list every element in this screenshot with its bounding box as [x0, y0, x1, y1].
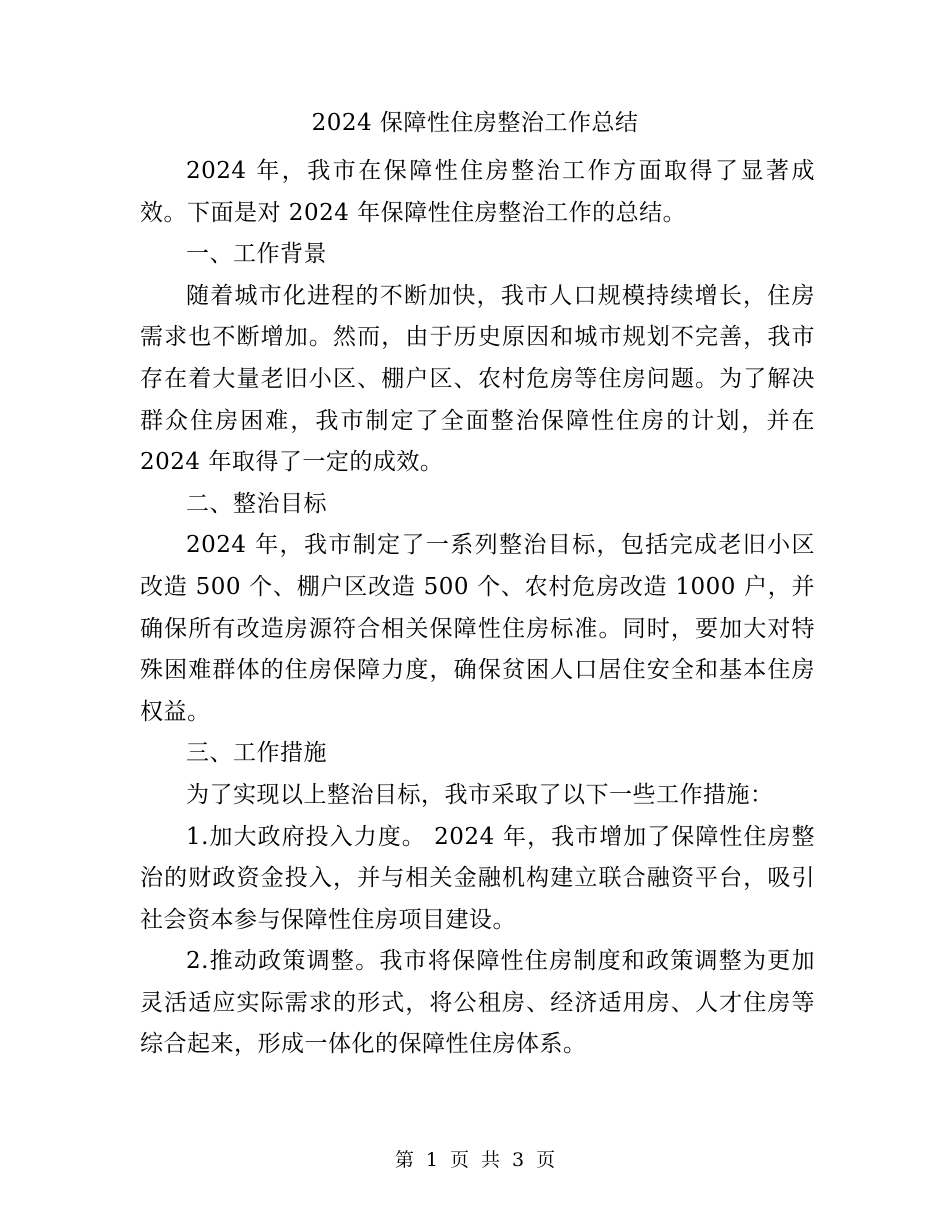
paragraph-intro: 2024 年，我市在保障性住房整治工作方面取得了显著成效。下面是对 2024 年保障性住房整治工作的总结。: [140, 158, 815, 226]
section-heading-background: 一、工作背景: [186, 241, 327, 268]
document-title: 2024 保障性住房整治工作总结: [311, 110, 639, 136]
paragraph-background: 随着城市化进程的不断加快，我市人口规模持续增长，住房需求也不断增加。然而，由于历史原因和城市规划不完善，我市存在着大量老旧小区、棚户区、农村危房等住房问题。为了解决群众住房困难，我市制定了全面整治保障性住房的计划，并在 2024 年取得了一定的成效。: [140, 282, 815, 476]
document-body: [140, 151, 815, 1066]
page-footer: 第 1 页 共 3 页: [394, 1149, 556, 1171]
paragraph-measures-intro: 为了实现以上整治目标，我市采取了以下一些工作措施：: [186, 781, 774, 808]
paragraph-goals: 2024 年，我市制定了一系列整治目标，包括完成老旧小区改造 500 个、棚户区改造 500 个、农村危房改造 1000 户，并确保所有改造房源符合相关保障性住房标准。同时，要加大对特殊困难群体的住房保障力度，确保贫困人口居住安全和基本住房权益。: [140, 532, 815, 725]
section-heading-goals: 二、整治目标: [186, 490, 327, 517]
section-heading-measures: 三、工作措施: [186, 740, 327, 767]
paragraph-measure-2: 2.推动政策调整。我市将保障性住房制度和政策调整为更加灵活适应实际需求的形式，将公租房、经济适用房、人才住房等综合起来，形成一体化的保障性住房体系。: [140, 948, 815, 1058]
paragraph-measure-1: 1.加大政府投入力度。 2024 年，我市增加了保障性住房整治的财政资金投入，并与相关金融机构建立联合融资平台，吸引社会资本参与保障性住房项目建设。: [140, 823, 815, 933]
